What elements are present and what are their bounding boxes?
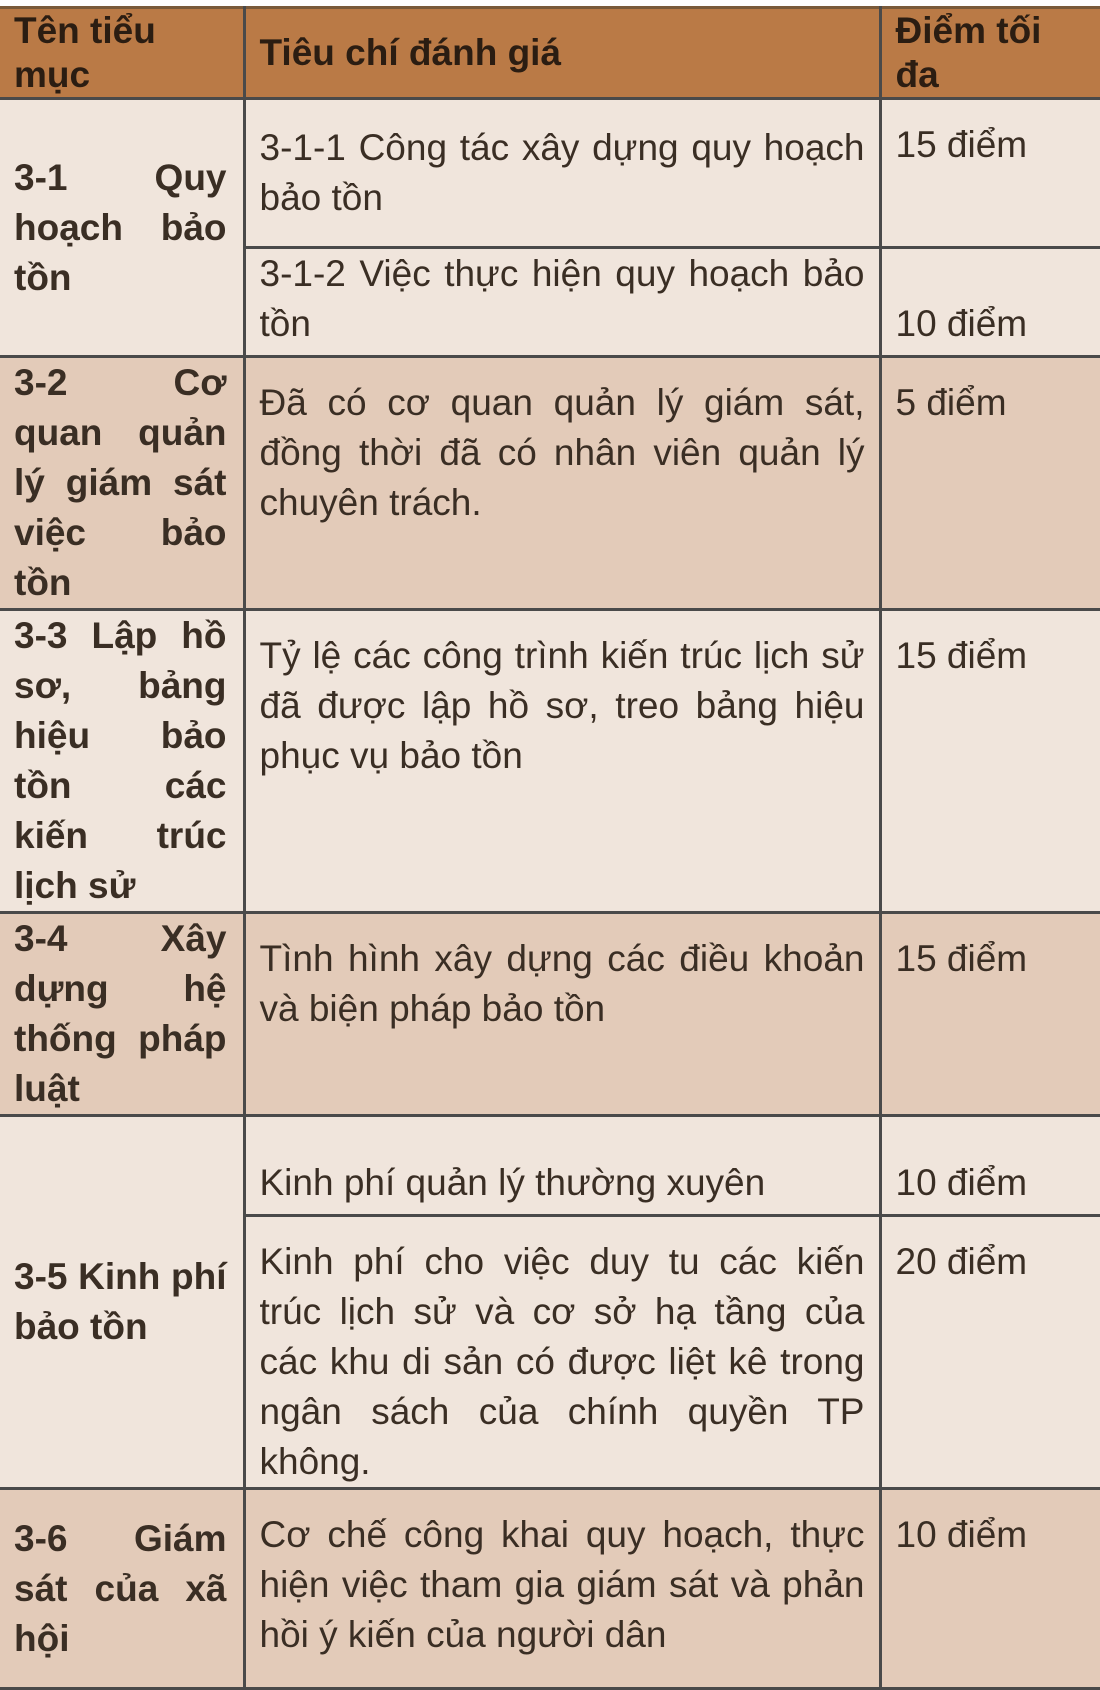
header-criteria: Tiêu chí đánh giá — [244, 8, 880, 99]
table-row — [0, 913, 1100, 1116]
table-header — [0, 8, 1100, 99]
criteria-cell: Tỷ lệ các công trình kiến trúc lịch sử đã được lập hồ sơ, treo bảng hiệu phục vụ bảo tồn — [244, 610, 880, 913]
points-cell: 5 điểm — [880, 357, 1100, 610]
criteria-cell: Kinh phí quản lý thường xuyên — [244, 1116, 880, 1216]
item-name: 3-6 Giám sát của xã hội — [0, 1489, 244, 1689]
points-cell: 15 điểm — [880, 610, 1100, 913]
criteria-cell: 3-1-2 Việc thực hiện quy hoạch bảo tồn — [244, 248, 880, 357]
criteria-cell: 3-1-1 Công tác xây dựng quy hoạch bảo tồn — [244, 99, 880, 248]
header-row — [0, 8, 1100, 99]
points-cell: 15 điểm — [880, 913, 1100, 1116]
table-body — [0, 99, 1100, 1689]
points-cell: 10 điểm — [880, 1116, 1100, 1216]
header-item-name: Tên tiểu mục — [0, 8, 244, 99]
item-name: 3-4 Xây dựng hệ thống pháp luật — [0, 913, 244, 1116]
table-row — [0, 99, 1100, 248]
points-cell: 10 điểm — [880, 1489, 1100, 1689]
criteria-cell: Tình hình xây dựng các điều khoản và biện pháp bảo tồn — [244, 913, 880, 1116]
points-cell: 20 điểm — [880, 1216, 1100, 1489]
item-name: 3-3 Lập hồ sơ, bảng hiệu bảo tồn các kiến trúc lịch sử — [0, 610, 244, 913]
points-cell: 10 điểm — [880, 248, 1100, 357]
evaluation-table — [0, 6, 1100, 1690]
criteria-cell: Đã có cơ quan quản lý giám sát, đồng thời đã có nhân viên quản lý chuyên trách. — [244, 357, 880, 610]
points-cell: 15 điểm — [880, 99, 1100, 248]
item-name: 3-5 Kinh phí bảo tồn — [0, 1116, 244, 1489]
table-row — [0, 357, 1100, 610]
table-row — [0, 1116, 1100, 1216]
header-max-points: Điểm tối đa — [880, 8, 1100, 99]
item-name: 3-1 Quy hoạch bảo tồn — [0, 99, 244, 357]
criteria-cell: Cơ chế công khai quy hoạch, thực hiện việc tham gia giám sát và phản hồi ý kiến của người dân — [244, 1489, 880, 1689]
table-row — [0, 1489, 1100, 1689]
table-row — [0, 610, 1100, 913]
item-name: 3-2 Cơ quan quản lý giám sát việc bảo tồn — [0, 357, 244, 610]
criteria-cell: Kinh phí cho việc duy tu các kiến trúc lịch sử và cơ sở hạ tầng của các khu di sản có được liệt kê trong ngân sách của chính quyền TP không. — [244, 1216, 880, 1489]
